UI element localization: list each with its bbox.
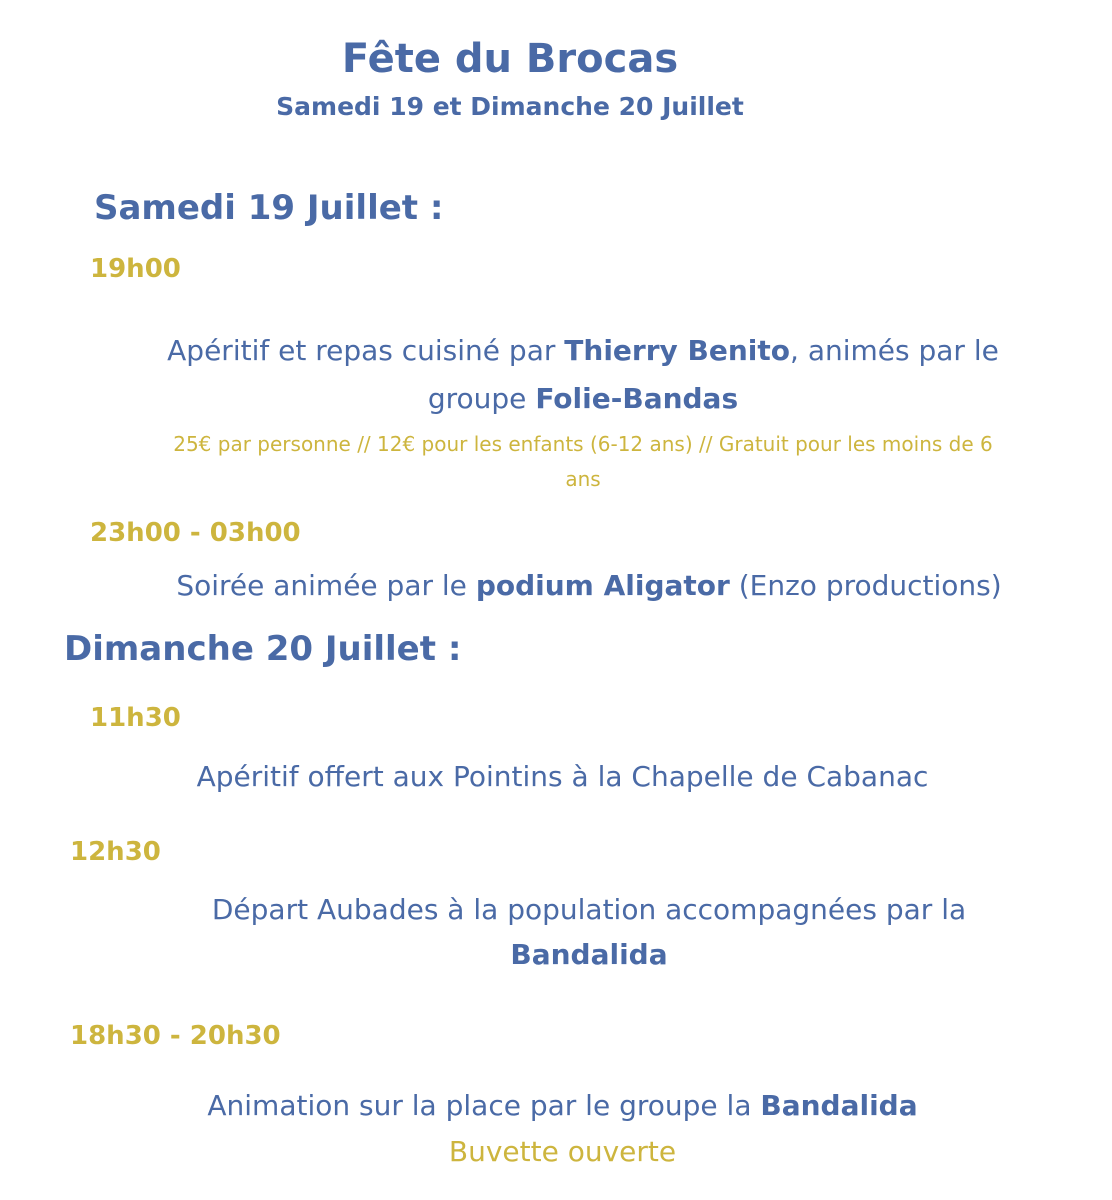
- event-time: 11h30: [90, 703, 181, 733]
- event-description: Soirée animée par le podium Aligator (Enzo productions): [176, 569, 1002, 602]
- event-description: groupe Folie-Bandas: [427, 382, 739, 415]
- price-info: 25€ par personne // 12€ pour les enfants (6-12 ans) // Gratuit pour les moins de 6: [173, 432, 993, 456]
- event-description: Apéritif offert aux Pointins à la Chapelle de Cabanac: [196, 760, 929, 793]
- event-description: Bandalida: [510, 938, 668, 971]
- event-time: 18h30 - 20h30: [70, 1021, 281, 1051]
- page-subtitle: Samedi 19 et Dimanche 20 Juillet: [276, 92, 744, 121]
- event-time: 23h00 - 03h00: [90, 518, 301, 548]
- page-title: Fête du Brocas: [341, 36, 679, 82]
- event-description: Départ Aubades à la population accompagnées par la: [211, 893, 967, 926]
- event-description: Apéritif et repas cuisiné par Thierry Benito, animés par le: [167, 334, 999, 367]
- event-time: 19h00: [90, 254, 181, 284]
- saturday-heading: Samedi 19 Juillet :: [94, 188, 444, 228]
- sunday-heading: Dimanche 20 Juillet :: [64, 629, 462, 669]
- buvette-note: Buvette ouverte: [448, 1135, 677, 1168]
- event-time: 12h30: [70, 837, 161, 867]
- event-description: Animation sur la place par le groupe la Bandalida: [207, 1089, 918, 1122]
- price-info: ans: [565, 467, 601, 491]
